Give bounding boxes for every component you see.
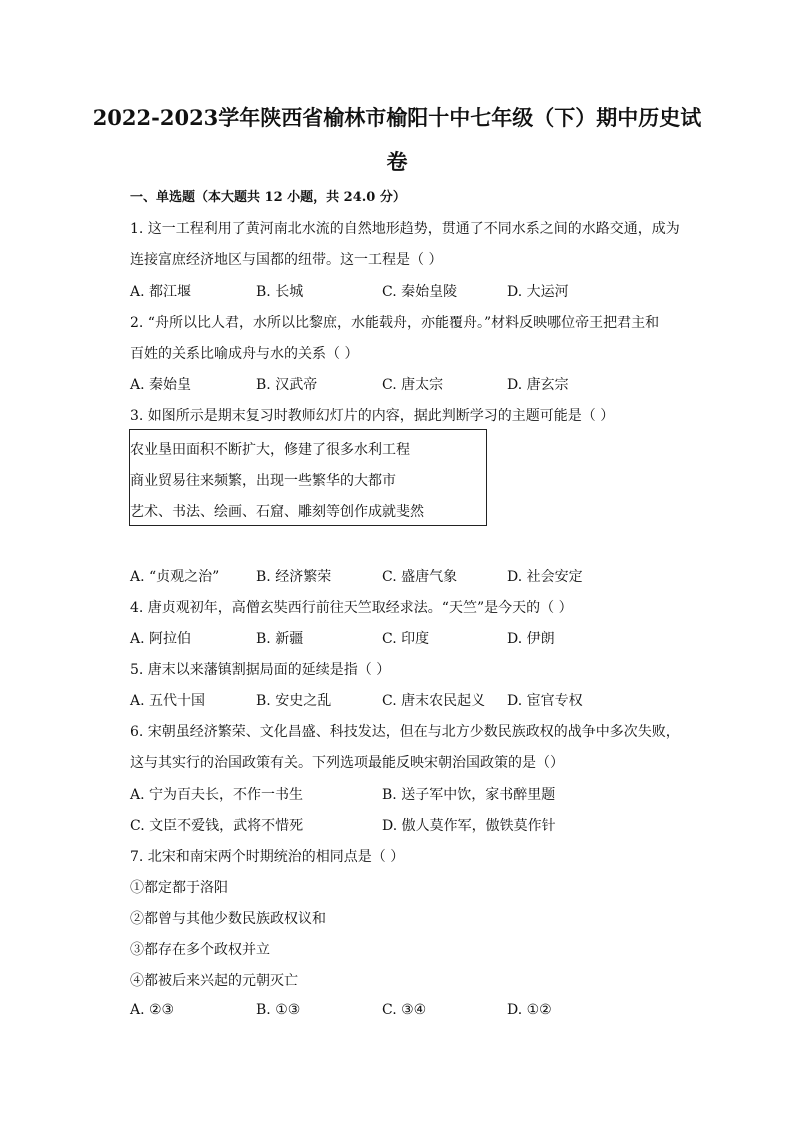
question-2-stem-line-1: 2. “舟所以比人君，水所以比黎庶，水能载舟，亦能覆舟。”材料反映哪位帝王把君主和 (130, 315, 660, 331)
question-7-stem: 7. 北宋和南宋两个时期统治的相同点是（ ） (130, 849, 405, 865)
option-d: D. 社会安定 (507, 569, 583, 585)
option-d: D. 宦官专权 (507, 693, 583, 709)
option-d: D. 傲人莫作军，傲铁莫作针 (382, 818, 556, 834)
option-b: B. 新疆 (256, 631, 304, 647)
question-4-stem: 4. 唐贞观初年，高僧玄奘西行前往天竺取经求法。“天竺”是今天的（ ） (130, 600, 573, 616)
question-1-stem-line-2: 连接富庶经济地区与国都的纽带。这一工程是（ ） (130, 252, 443, 268)
question-6-stem-line-2: 这与其实行的治国政策有关。下列选项最能反映宋朝治国政策的是（） (130, 755, 564, 771)
option-c: C. ③④ (382, 1002, 427, 1018)
question-6-options-row-2 (130, 815, 690, 835)
question-5-options (130, 690, 690, 710)
question-7-options (130, 1002, 690, 1022)
option-d: D. 唐玄宗 (507, 377, 569, 393)
question-2-stem-line-2: 百姓的关系比喻成舟与水的关系（ ） (130, 346, 359, 362)
slide-line-3: 艺术、书法、绘画、石窟、雕刻等创作成就斐然 (130, 504, 424, 520)
option-a: A. ②③ (130, 1002, 175, 1018)
option-c: C. 唐太宗 (382, 377, 444, 393)
option-b: B. 送子军中饮，家书醉里题 (382, 787, 556, 803)
title-line-2: 卷 (386, 149, 408, 174)
question-1-options (130, 281, 690, 301)
title-line-1: 2022-2023学年陕西省榆林市榆阳十中七年级（下）期中历史试 (92, 105, 702, 130)
question-7-statement-3: ③都存在多个政权并立 (130, 942, 270, 958)
section-header: 一、单选题（本大题共 12 小题，共 24.0 分） (130, 190, 406, 205)
option-d: D. ①② (507, 1002, 552, 1018)
question-6-stem-line-1: 6. 宋朝虽经济繁荣、文化昌盛、科技发达，但在与北方少数民族政权的战争中多次失败， (130, 724, 680, 740)
question-4-options (130, 628, 690, 648)
question-3-stem: 3. 如图所示是期末复习时教师幻灯片的内容，据此判断学习的主题可能是（ ） (130, 408, 615, 424)
option-c: C. 秦始皇陵 (382, 284, 458, 300)
option-a: A. 宁为百夫长，不作一书生 (130, 787, 304, 803)
option-a: A. 都江堰 (130, 284, 192, 300)
option-c: C. 文臣不爱钱，武将不惜死 (130, 818, 304, 834)
option-c: C. 印度 (382, 631, 430, 647)
option-c: C. 唐末农民起义 (382, 693, 486, 709)
option-d: D. 大运河 (507, 284, 569, 300)
question-7-statement-1: ①都定都于洛阳 (130, 880, 228, 896)
question-7-statement-4: ④都被后来兴起的元朝灭亡 (130, 973, 298, 989)
option-a: A. 阿拉伯 (130, 631, 192, 647)
slide-content-box (129, 429, 487, 526)
option-b: B. 安史之乱 (256, 693, 332, 709)
option-a: A. 秦始皇 (130, 377, 192, 393)
question-1-stem-line-1: 1. 这一工程利用了黄河南北水流的自然地形趋势，贯通了不同水系之间的水路交通，成为 (130, 221, 680, 237)
option-b: B. 汉武帝 (256, 377, 318, 393)
option-c: C. 盛唐气象 (382, 569, 458, 585)
slide-line-2: 商业贸易往来频繁，出现一些繁华的大都市 (130, 473, 396, 489)
option-b: B. ①③ (256, 1002, 301, 1018)
question-7-statement-2: ②都曾与其他少数民族政权议和 (130, 911, 326, 927)
question-6-options-row-1 (130, 784, 690, 804)
option-b: B. 经济繁荣 (256, 569, 332, 585)
option-b: B. 长城 (256, 284, 304, 300)
question-3-options (130, 566, 690, 586)
exam-title (90, 96, 704, 184)
option-a: A. “贞观之治” (130, 569, 220, 585)
option-d: D. 伊朗 (507, 631, 555, 647)
option-a: A. 五代十国 (130, 693, 206, 709)
slide-line-1: 农业垦田面积不断扩大，修建了很多水利工程 (130, 442, 410, 458)
question-2-options (130, 374, 690, 394)
question-5-stem: 5. 唐末以来藩镇割据局面的延续是指（ ） (130, 662, 391, 678)
